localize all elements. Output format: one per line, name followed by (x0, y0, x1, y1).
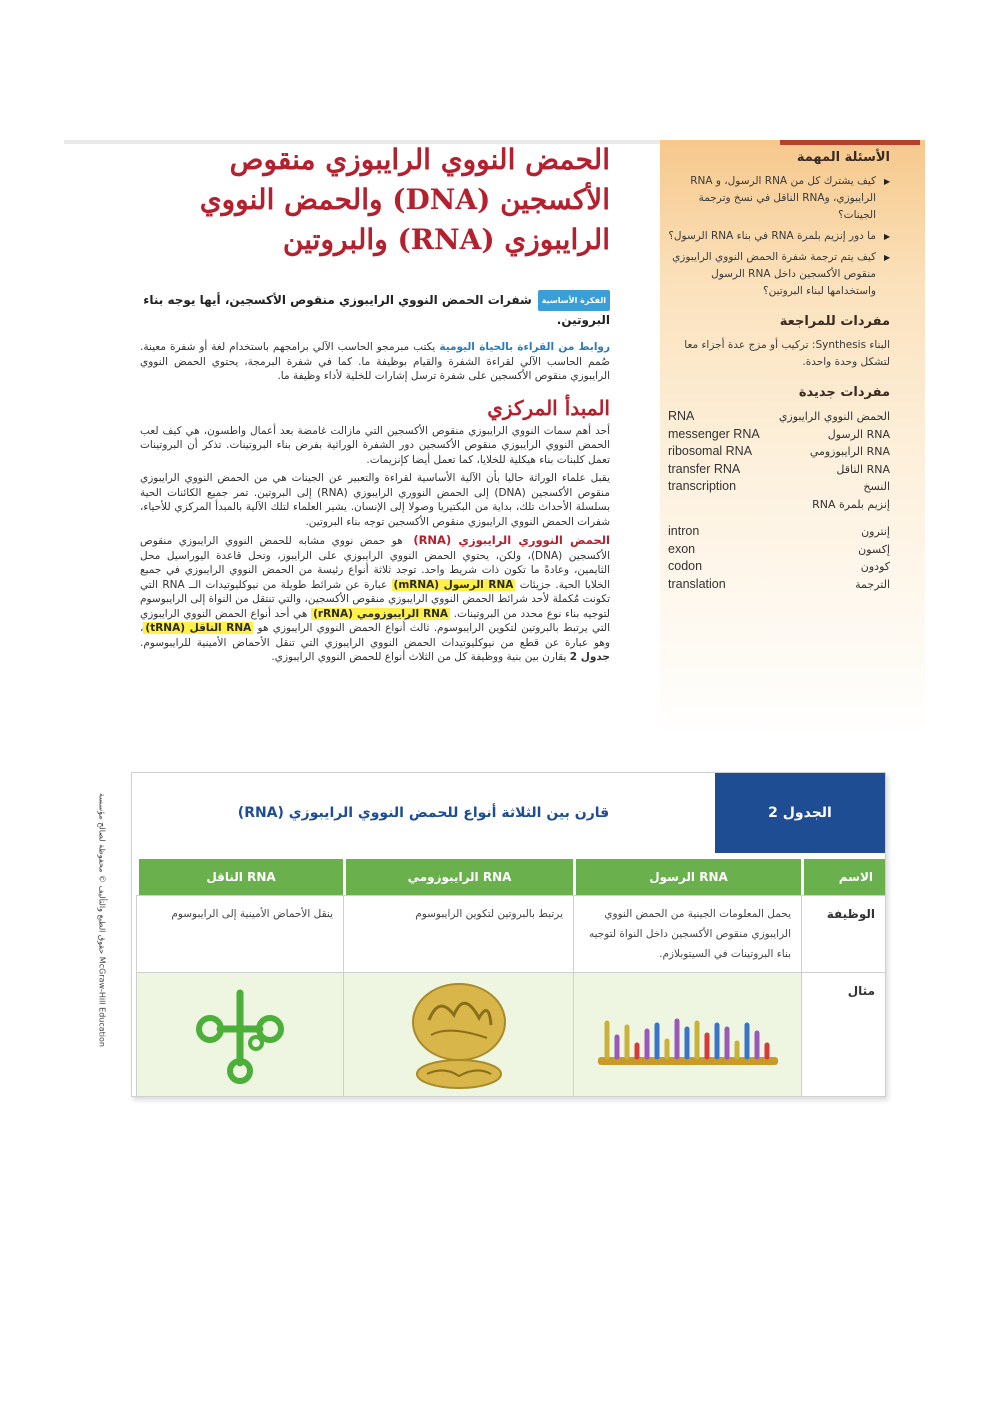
mrna-illustration (573, 972, 801, 1096)
sidebar-accent-line (780, 140, 920, 145)
vocab-ar: النسخ (863, 480, 890, 493)
vocab-ar: RNA الرسول (827, 427, 890, 441)
question-item: ◀ كيف يشترك كل من RNA الرسول، و RNA الرايبوزي، وRNA الناقل في نسخ وترجمة الجينات؟ (668, 173, 890, 224)
highlight-rrna: RNA الرايبوزومي (rRNA) (313, 607, 449, 620)
vocab-row (668, 576, 890, 594)
vocab-en: transfer RNA (668, 461, 741, 476)
vocab-ar: إنزيم بلمرة RNA (812, 497, 890, 511)
vocab-ar: إكسون (858, 542, 890, 556)
comparison-table (131, 772, 886, 1097)
function-mrna: يحمل المعلومات الجينية من الحمض النووي الرايبوزي منقوص الأكسجين داخل النواة لتوجيه بناء البروتينات في السيتوبلازم. (573, 895, 801, 972)
text-run: هو حمض نووي مشابه للحمض النووي الرايبوزي منقوص الأكسجين (DNA)، ولكن، يحتوي الحمض النووي الرايبوزي على الرايبوز، وتحل قاعدة اليوراسيل محل الثايمين، وعادةً ما تكون ذات شريط واحد. توجد ثلاثة أنواع رئيسة من الحمض النووي الرايبوزي في جميع الخلايا الحية. جزيئات (140, 535, 611, 591)
text-run: عبارة عن شرائط طويلة من نيوكليوتيدات الــ RNA التي تكونت مُكملة لأحد شرائط الحمض النووي الرايبوزي منقوص الأكسجين، والتي تنتقل من النواة إلى الرايبوسوم لتوجيه بناء نوع محدد من البروتينات. (140, 578, 611, 620)
mrna-strand-icon (593, 995, 783, 1075)
sidebar (668, 150, 890, 593)
vocab-ar: RNA الرايبوزومي (809, 445, 890, 458)
vocab-row (668, 443, 890, 461)
connection-lead: روابط من القراءة بالحياة اليومية (439, 341, 610, 353)
vocab-ar: إنترون (861, 525, 890, 538)
row-label-example: مثال (801, 972, 885, 1096)
column-header: RNA الرايبوزومي (343, 859, 573, 895)
vocab-ar: RNA الناقل (836, 462, 890, 476)
vocab-en: intron (668, 524, 700, 538)
text-run: ، وهو عبارة عن قطع من نيوكليوتيدات الحمض النووي الرايبوزي التي تنقل الأحماض الأمينية للرايبوسوم. (140, 622, 610, 649)
main-idea (140, 290, 610, 330)
vocab-ar: الترجمة (855, 577, 890, 591)
function-trna: ينقل الأحماض الأمينية إلى الرايبوسوم (136, 895, 343, 972)
highlight-mrna: RNA الرسول (mRNA) (393, 578, 514, 591)
column-header: RNA الناقل (136, 859, 343, 895)
credit-text: McGraw-Hill Education حقوق الطبع والتأليف © محفوظة لصالح مؤسسة (97, 793, 107, 1047)
vocab-row (668, 408, 890, 426)
page-title: الحمض النووي الرايبوزي منقوص الأكسجين (DNA) والحمض النووي الرايبوزي (RNA) والبروتين (199, 143, 610, 256)
connection-text: يكتب مبرمجو الحاسب الآلي برامجهم باستخدام لغة أو شفرة معينة. صُمم الحاسب الآلي لقراءة الشفرة والقيام بوظيفة ما. كما في شفرة البرمجة، يحتوي الحمض النووي الرايبوزي منقوص الأكسجين على شفرة ترسل إشارات للخلية لأداء وظيفة ما. (140, 341, 610, 382)
function-rrna: يرتبط بالبروتين لتكوين الرايبوسوم (343, 895, 573, 972)
text-run: هي أحد أنواع الحمض النووي الرايبوزي التي يرتبط بالبروتين لتكوين الرايبوسوم. ثالث أنواع الحمض النووي الرايبوزي هو (140, 607, 610, 634)
main-idea-text: شفرات الحمض النووي الرايبوزي منقوص الأكسجين، أيها يوجه بناء البروتين. (143, 293, 610, 327)
vocab-en: messenger RNA (668, 426, 760, 441)
highlight-trna: RNA الناقل (tRNA) (145, 622, 252, 634)
vocab-row (668, 426, 890, 444)
column-header: الاسم (801, 859, 885, 895)
review-vocab-text: البناء Synthesis: تركيب أو مزج عدة أجزاء معا لتشكل وحدة واحدة. (684, 339, 890, 368)
new-vocab-heading: مفردات جديدة (798, 385, 890, 400)
row-label-function: الوظيفة (801, 895, 885, 972)
vocab-en: transcription (668, 479, 737, 493)
column-header: RNA الرسول (573, 859, 801, 895)
question-item: ◀ ما دور إنزيم بلمرة RNA في بناء RNA الرسول؟ (668, 228, 890, 245)
vocab-ar: الحمض النووي الرايبوزي (778, 410, 890, 423)
vocab-row (668, 496, 890, 514)
trna-cloverleaf-icon (190, 985, 290, 1085)
paragraph: أحد أهم سمات النووي الرايبوزي منقوص الأكسجين التي مازالت غامضة بعد أعمال واطسون، هي كيف لعب الحمض النووي الرايبوزي منقوص الأكسجين دور الشفرة الوراثية بفرض بناء البروتينات. تذكر أن البروتينات تعمل كلبنات بناء هيكلية للخلايا، كما تعمل أيضا كإنزيمات. (140, 424, 610, 466)
rna-lead-term: الحمض النووري الرايبوزي (RNA) (413, 533, 610, 547)
table-number: الجدول 2 (715, 773, 885, 853)
review-vocab-heading: مفردات للمراجعة (779, 314, 890, 329)
trna-illustration (136, 972, 343, 1096)
vocab-row (668, 541, 890, 559)
table-header (132, 773, 885, 853)
vocab-en: ribosomal RNA (668, 444, 753, 458)
vocab-en: exon (668, 541, 696, 556)
ribosome-icon (399, 980, 519, 1090)
vocab-row (668, 478, 890, 496)
copyright-credit (92, 780, 112, 1060)
table-grid (132, 859, 885, 1096)
question-item: ◀ كيف يتم ترجمة شفرة الحمض النووي الرايبوزي منقوص الأكسجين داخل RNA الرسول واستخدامها لبناء البروتين؟ (668, 249, 890, 300)
vocab-en: codon (668, 559, 703, 573)
paragraph: يقبل علماء الوراثة حاليا بأن الآلية الأساسية لقراءة والتعبير عن الجينات هي من الحمض النووي الرايبوزي منقوص الأكسجين (DNA) إلى الحمض النووري الرايبوزي (RNA) إلى البروتين. تمر جميع الكائنات الحية بسلسلة الأحداث تلك، بداية من البكتيريا وصولا إلى الإنسان. يشير العلماء لتلك الآلية بالمبدأ المركزي للأحياء، شفرات الحمض النووي الرايبوزي منقوص الأكسجين توجه بناء البروتين. (140, 472, 610, 528)
main-idea-badge: الفكرة الأساسية (538, 290, 610, 311)
vocab-row (668, 461, 890, 479)
vocab-row (668, 523, 890, 541)
vocab-en: translation (668, 576, 726, 591)
vocab-row (668, 558, 890, 576)
vocab-en: RNA (668, 409, 695, 423)
section-heading: المبدأ المركزي (487, 395, 610, 420)
table-caption: قارن بين الثلاثة أنواع للحمض النووي الرايبوزي (RNA) (237, 805, 610, 821)
rna-paragraph (140, 533, 610, 665)
questions-heading: الأسئلة المهمة (796, 150, 890, 165)
main-column (140, 140, 610, 665)
table-reference[interactable]: جدول 2 (569, 651, 610, 663)
vocab-ar: كودون (860, 560, 890, 573)
rrna-illustration (343, 972, 573, 1096)
real-world-connection (140, 340, 610, 384)
vocab-list (668, 408, 890, 593)
text-run: يقارن بين بنية ووظيفة كل من الثلاث أنواع للحمض النووي الرايبوزي. (271, 651, 567, 663)
